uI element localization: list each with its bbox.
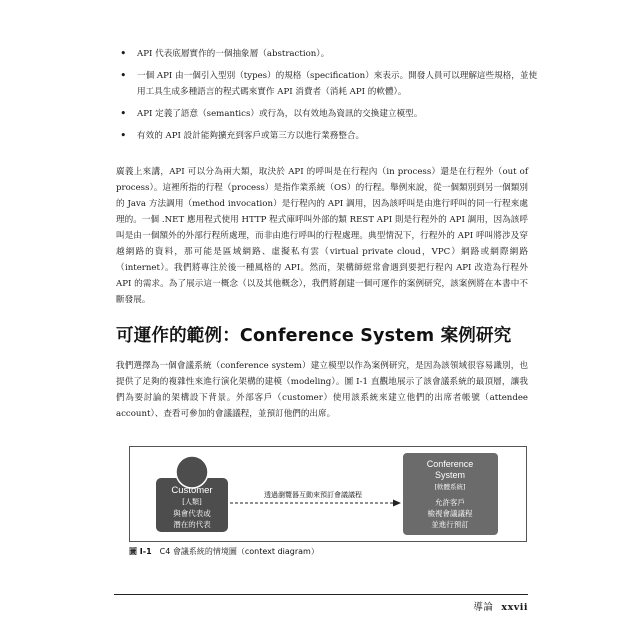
footer-rule (114, 594, 528, 595)
customer-node (156, 456, 228, 532)
system-desc: 允許客戶 (435, 498, 465, 507)
chapter-name: 導論 (473, 602, 494, 613)
customer-type: [人類] (182, 498, 202, 506)
context-diagram (129, 446, 527, 542)
system-title: System (434, 470, 466, 480)
arrow-label: 透過瀏覽器互動來預訂會議議程 (264, 491, 362, 499)
figure-caption-text: C4 會議系統的情境圖（context diagram） (159, 547, 319, 556)
body-paragraph: 廣義上來講，API 可以分為兩大類，取決於 API 的呼叫是在行程內（in process）還是在行程外（out of process）。這裡所指的行程（process）是指作業系統（OS）的行程。舉例來說，從一個類別到另一個類別的 Java 方法調用（method invocation）是行程內的 API 調用，因為該呼叫是由進行呼叫的同一行程來處理的。一個 .NET 應用程式使用 HTTP 程式庫呼叫外部的類 REST API 則是行程外的 API 調用，因為該呼叫是由一個額外的外部行程所處理，而非由進行呼叫的行程處理。典型情況下，行程外的 API 呼叫將涉及穿越網路的資料，那可能是區域網路、虛擬私有雲（virtual private cloud，VPC）網路或網際網路（internet）。我們將專注於後一種風格的 API。然而，架構師經常會遇到要把行程內 API 改造為行程外 API 的需求。為了展示這一概念（以及其他概念），我們將創建一個可運作的案例研究，該案例將在本書中不斷發展。 (116, 167, 528, 305)
system-desc: 檢視會議議程 (427, 509, 473, 518)
system-title: Conference (426, 459, 474, 469)
figure-number: 圖 I-1 (129, 547, 152, 556)
section-heading: 可運作的範例：Conference System 案例研究 (116, 326, 512, 346)
conference-system-node (403, 453, 498, 535)
bullet-item: • 一個 API 由一個引入型別（types）的規格（specification）來表示。開發人員可以理解這些規格，並使用工具生成多種語言的程式碼來實作 API 消費者（消耗 API 的軟體）。 (120, 68, 540, 100)
relationship-arrow (230, 490, 401, 507)
system-type: [軟體系統] (434, 483, 466, 491)
system-desc: 並進行預訂 (431, 520, 469, 529)
customer-title: Customer (171, 485, 213, 496)
bullet-item: • 有效的 API 設計能夠擴充到客戶或第三方以進行業務整合。 (120, 128, 540, 144)
figure-caption (129, 546, 529, 557)
body-paragraph: 我們選擇為一個會議系統（conference system）建立模型以作為案例研究，是因為該領域很容易識別，也提供了足夠的複雜性來進行演化架構的建模（modeling）。圖 I-1 直觀地展示了該會議系統的最頂層，讓我們為要討論的架構設下背景。外部客戶（customer）使用該系統來建立他們的出席者帳號（attendee account）、查看可參加的會議議程，並預訂他們的出席。 (116, 361, 528, 419)
bullet-list (120, 46, 540, 150)
customer-desc: 與會代表或 (173, 509, 211, 518)
page-footer (473, 599, 528, 613)
page-number: xxvii (501, 602, 528, 613)
customer-desc: 潛在的代表 (173, 520, 211, 529)
bullet-item: • API 定義了語意（semantics）或行為，以有效地為資訊的交換建立模型。 (120, 106, 540, 122)
bullet-item: • API 代表底層實作的一個抽象層（abstraction）。 (120, 46, 540, 62)
